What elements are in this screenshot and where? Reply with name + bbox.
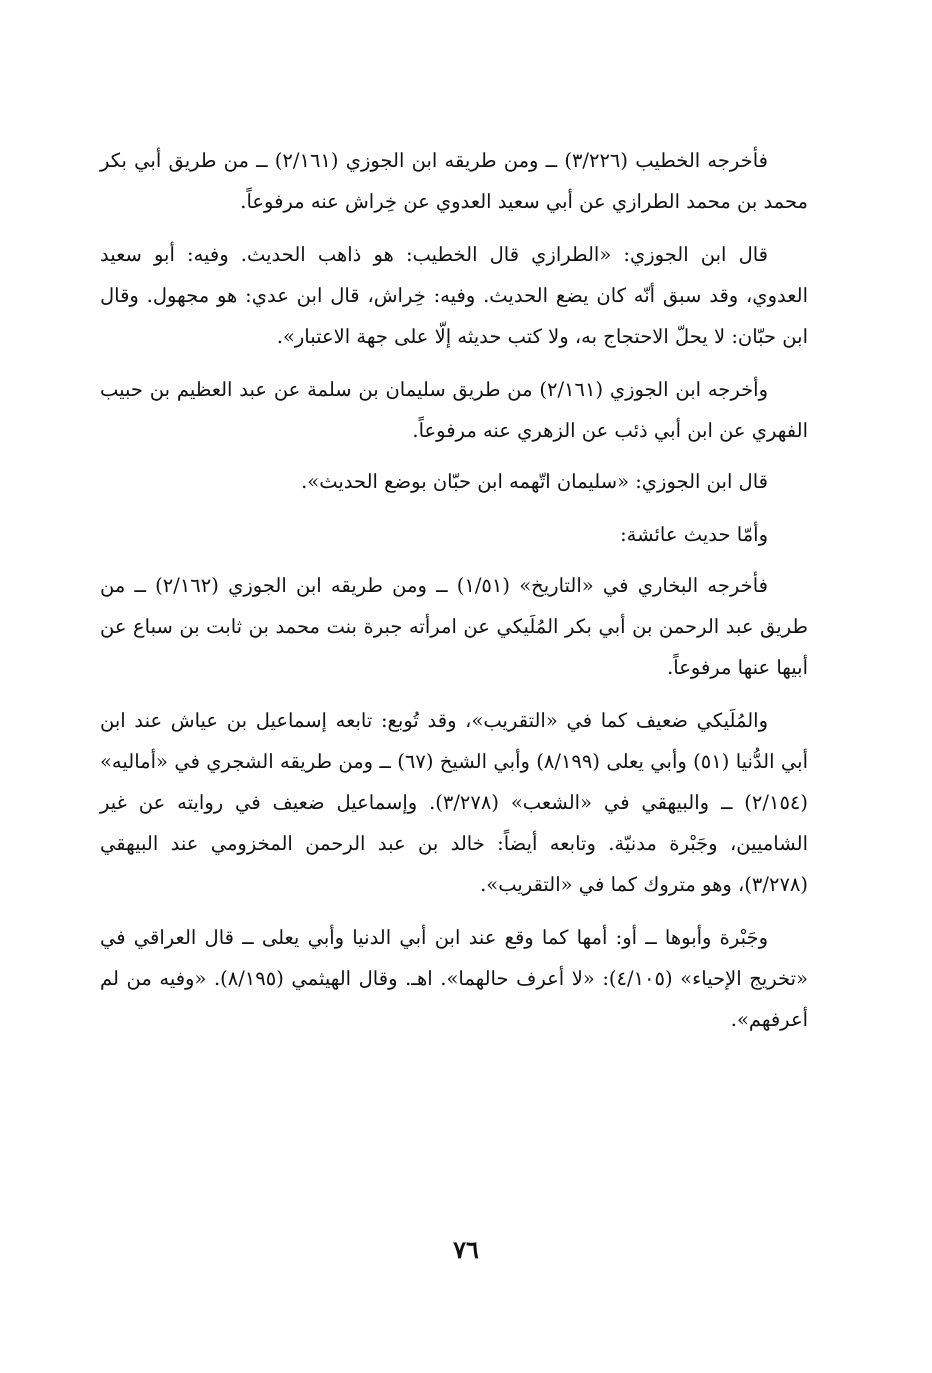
paragraph-mulayki-grading: والمُلَيكي ضعيف كما في «التقريب»، وقد تُوبع: تابعه إسماعيل بن عياش عند ابن أبي الدُّنيا (٥١) وأبي يعلى (٨/١٩٩) وأبي الشيخ (٦٧) ــ ومن طريقه الشجري في «أماليه» (٢/١٥٤) ــ والبيهقي في «الشعب» (٣/٢٧٨). وإسماعيل ضعيف في روايته عن غير الشاميين، وجَبْرة مدنيّة. وتابعه أيضاً: خالد بن عبد الرحمن المخزومي عند البيهقي (٣/٢٧٨)، وهو متروك كما في «التقريب». — [100, 709, 809, 896]
paragraph-ibn-jawzi-quote: قال ابن الجوزي: «سليمان اتّهمه ابن حبّان بوضع الحديث». — [301, 470, 768, 493]
paragraph-bukhari-takhrij: فأخرجه البخاري في «التاريخ» (١/٥١) ــ ومن طريقه ابن الجوزي (٢/١٦٢) ــ من طريق عبد الرحمن بن أبي بكر المُلَيكي عن امرأته جبرة بنت محمد بن ثابت بن سباع عن أبيها عنها مرفوعاً. — [100, 574, 808, 679]
page-body — [100, 140, 808, 1052]
paragraph-ibn-jawzi-comment: قال ابن الجوزي: «الطرازي قال الخطيب: هو ذاهب الحديث. وفيه: أبو سعيد العدوي، وقد سبق أنّه كان يضع الحديث. وفيه: خِراش، قال ابن عدي: هو مجهول. وقال ابن حبّان: لا يحلّ الاحتجاج به، ولا كتب حديثه إلّا على جهة الاعتبار». — [100, 243, 808, 348]
paragraph-khatib-takhrij: فأخرجه الخطيب (٣/٢٢٦) ــ ومن طريقه ابن الجوزي (٢/١٦١) ــ من طريق أبي بكر محمد بن محمد الطرازي عن أبي سعيد العدوي عن خِراش عنه مرفوعاً. — [100, 149, 808, 213]
page-number: ٧٦ — [453, 1235, 479, 1264]
section-heading-aisha: وأمّا حديث عائشة: — [620, 523, 768, 546]
paragraph-jabra-status: وجَبْرة وأبوها ــ أو: أمها كما وقع عند ابن أبي الدنيا وأبي يعلى ــ قال العراقي في «تخريج الإحياء» (٤/١٠٥): «لا أعرف حالهما». اهـ. وقال الهيثمي (٨/١٩٥). «وفيه من لم أعرفهم». — [100, 926, 809, 1031]
paragraph-ibn-jawzi-sulayman: وأخرجه ابن الجوزي (٢/١٦١) من طريق سليمان بن سلمة عن عبد العظيم بن حبيب الفهري عن ابن أبي ذئب عن الزهري عنه مرفوعاً. — [100, 378, 808, 442]
